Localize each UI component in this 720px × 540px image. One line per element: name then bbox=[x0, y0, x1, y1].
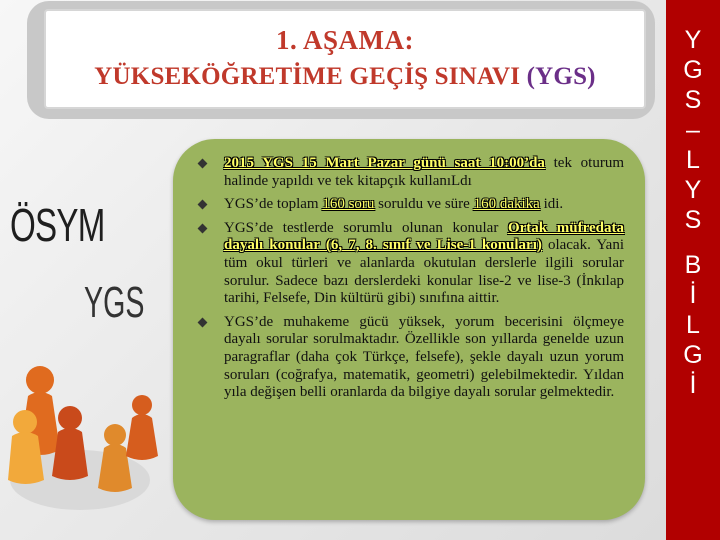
osym-logo-image bbox=[0, 150, 165, 530]
side-letter: S bbox=[684, 86, 702, 114]
side-letter: İ bbox=[689, 371, 697, 399]
bullet-list bbox=[197, 155, 624, 408]
bullet-text: YGS’de testlerde sorumlu olunan konular bbox=[224, 219, 508, 236]
side-letter: İ bbox=[689, 281, 697, 309]
bullet-icon bbox=[198, 159, 208, 169]
title-line-1: 1. AŞAMA: bbox=[276, 25, 414, 55]
exam-date-highlight: 2015 YGS 15 Mart Pazar günü saat 10:00’da bbox=[224, 155, 545, 171]
side-letter: L bbox=[686, 146, 700, 174]
bullet-icon bbox=[198, 317, 208, 327]
bullet-text: olacak. Yani tüm okul türleri ve alanlarda okutulan derslerle ilgili sorular sorulur. Sadece bazı derslerdeki konular lise-2 ve lise-3 (İnkılap tarihi, Felsefe, Din kültürü gibi) sınıfına aittir. bbox=[224, 237, 624, 307]
title-box bbox=[44, 9, 646, 109]
side-gap bbox=[666, 235, 720, 250]
side-letter: B bbox=[684, 251, 702, 279]
bullet-icon bbox=[198, 223, 208, 233]
curriculum-highlight: Ortak müfredata dayalı konular (6, 7, 8. sınıf ve Lise-1 konuları) bbox=[224, 219, 624, 254]
bullet-item bbox=[197, 196, 624, 214]
bullet-text: soruldu ve süre bbox=[374, 196, 474, 213]
bullet-icon bbox=[198, 200, 208, 210]
side-letter: – bbox=[686, 116, 700, 144]
side-letter: Y bbox=[684, 176, 702, 204]
title-line-2 bbox=[46, 63, 644, 91]
question-count-highlight: 160 soru bbox=[322, 196, 375, 213]
bullet-item bbox=[197, 314, 624, 402]
bullet-text: idi. bbox=[539, 196, 564, 213]
bullet-text: tek oturum halinde yapıldı ve tek kitapçık kullanıLdı bbox=[224, 155, 625, 189]
ygs-logo-text: YGS bbox=[84, 278, 145, 327]
side-letter: S bbox=[684, 206, 702, 234]
bullet-text: YGS’de toplam bbox=[224, 196, 323, 213]
bullet-text: YGS’de muhakeme gücü yüksek, yorum becerisini ölçmeye dayalı sorular sorulmaktadır. Özellikle son yıllarda genelde uzun paragraflar (daha çok Türkçe, felsefe), şekle dayalı uzun yorum soruları (coğrafya, matematik, geometri) gelebilmektedir. Yıldan yıla değişen belli oranlarda da bilgiye dayalı sorular gelmektedir. bbox=[224, 313, 624, 401]
side-letter: Y bbox=[684, 26, 702, 54]
osym-logo-text: ÖSYM bbox=[10, 199, 105, 251]
content-panel bbox=[173, 139, 645, 520]
side-letter: G bbox=[683, 56, 703, 84]
bullet-item bbox=[197, 220, 624, 308]
side-title-bar bbox=[666, 0, 720, 540]
title-line-2-tag: (YGS) bbox=[526, 63, 596, 90]
duration-highlight: 160 dakika bbox=[473, 196, 540, 213]
side-letter: G bbox=[683, 341, 703, 369]
title-line-2-main: YÜKSEKÖĞRETİME GEÇİŞ SINAVI bbox=[94, 63, 527, 90]
side-letter: L bbox=[686, 311, 700, 339]
bullet-item bbox=[197, 155, 624, 190]
